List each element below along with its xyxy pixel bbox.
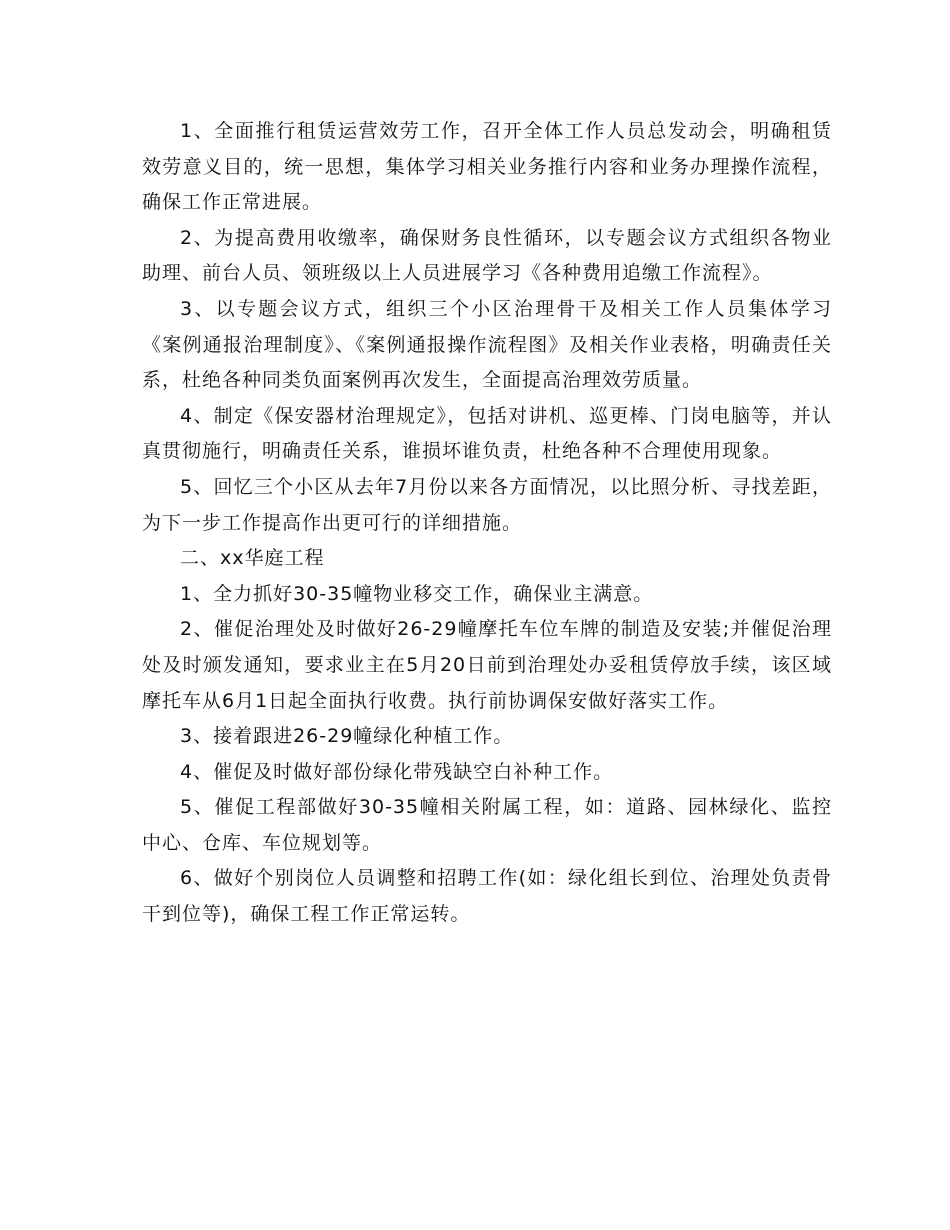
section-paragraph-5: 5、催促工程部做好30-35幢相关附属工程，如：道路、园林绿化、监控中心、仓库、车位规划等。 — [142, 796, 832, 854]
paragraph-5: 5、回忆三个小区从去年7月份以来各方面情况，以比照分析、寻找差距，为下一步工作提高作出更可行的详细措施。 — [142, 475, 832, 534]
paragraph-4: 4、制定《保安器材治理规定》，包括对讲机、巡更棒、门岗电脑等，并认真贯彻施行，明确责任关系，谁损坏谁负责，杜绝各种不合理使用现象。 — [142, 404, 832, 463]
paragraph-3: 3、以专题会议方式，组织三个小区治理骨干及相关工作人员集体学习《案例通报治理制度》、《案例通报操作流程图》及相关作业表格，明确责任关系，杜绝各种同类负面案例再次发生，全面提高治理效劳质量。 — [142, 297, 832, 392]
section-paragraph-4: 4、催促及时做好部份绿化带残缺空白补种工作。 — [180, 760, 614, 783]
section-paragraph-3: 3、接着跟进26-29幢绿化种植工作。 — [180, 725, 514, 748]
document-body — [142, 114, 832, 933]
section-paragraph-6: 6、做好个别岗位人员调整和招聘工作(如：绿化组长到位、治理处负责骨干到位等)，确保工程工作正常运转。 — [142, 867, 832, 926]
paragraph-2: 2、为提高费用收缴率，确保财务良性循环，以专题会议方式组织各物业助理、前台人员、领班级以上人员进展学习《各种费用追缴工作流程》。 — [142, 226, 832, 285]
section-heading: 二、xx华庭工程 — [180, 547, 325, 570]
paragraph-1: 1、全面推行租赁运营效劳工作，召开全体工作人员总发动会，明确租赁效劳意义目的，统一思想，集体学习相关业务推行内容和业务办理操作流程，确保工作正常进展。 — [142, 120, 832, 214]
section-paragraph-2: 2、催促治理处及时做好26-29幢摩托车位车牌的制造及安装;并催促治理处及时颁发通知，要求业主在5月20日前到治理处办妥租赁停放手续，该区域摩托车从6月1日起全面执行收费。执行前协调保安做好落实工作。 — [142, 618, 832, 712]
section-paragraph-1: 1、全力抓好30-35幢物业移交工作，确保业主满意。 — [180, 582, 654, 605]
